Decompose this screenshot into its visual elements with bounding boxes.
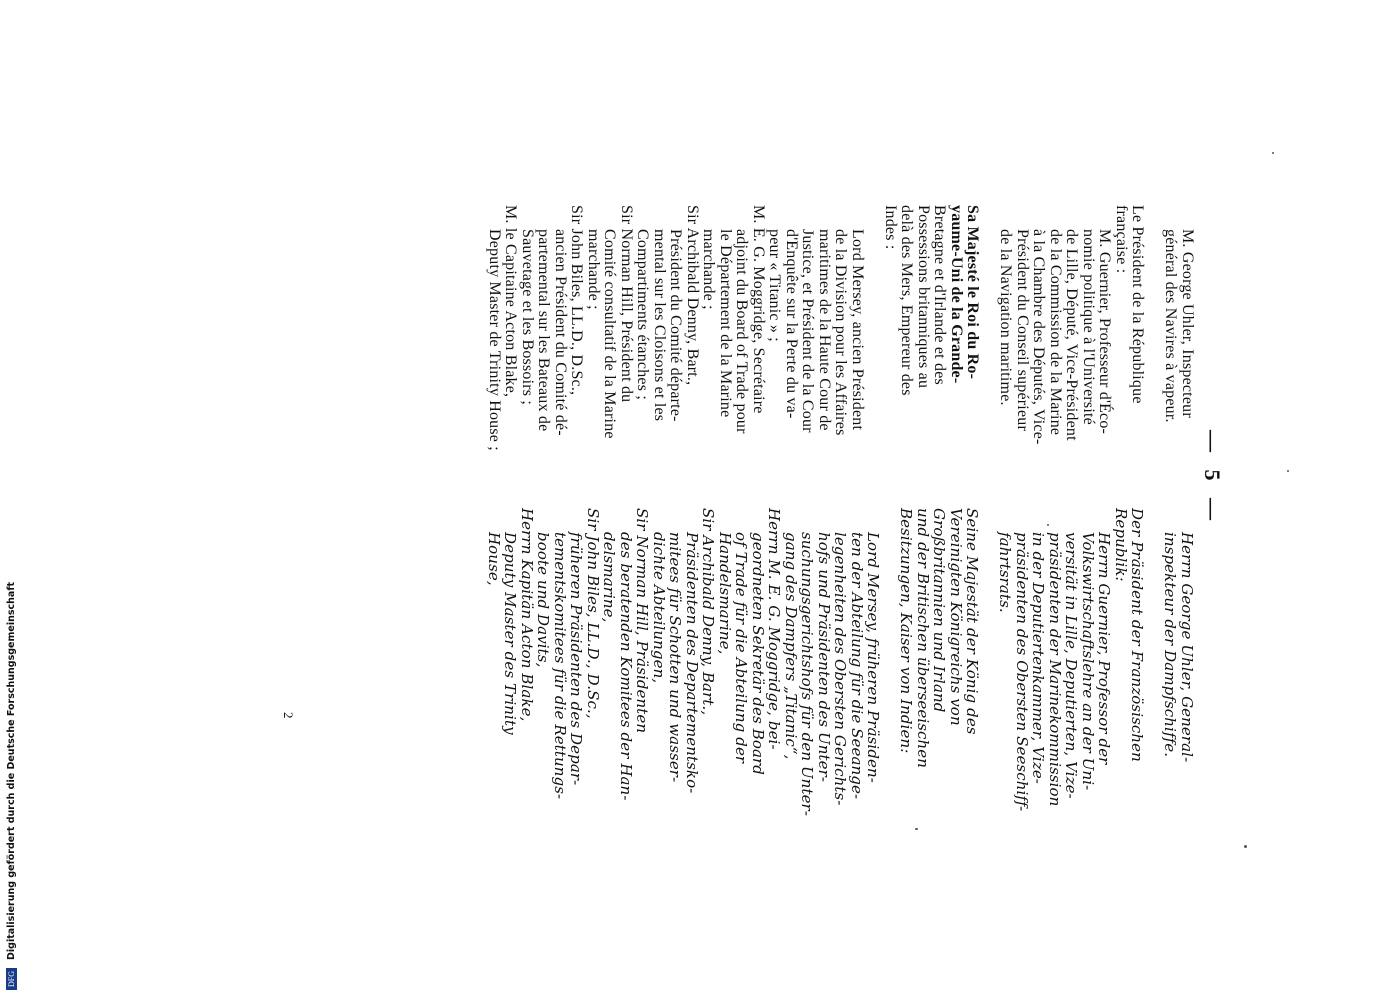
german-text-line: Präsidenten des Departementsko- (683, 532, 701, 794)
german-text-line: geordneten Sekretär des Board (749, 532, 767, 775)
german-text-line: präsidenten des Obersten Seeschiff- (1013, 532, 1031, 812)
french-text-line: Président du Conseil supérieur (1014, 229, 1031, 431)
german-text-line: präsidenten der Marinekommission (1046, 532, 1064, 807)
german-text-line: Sir Norman Hill, Präsidenten (633, 508, 652, 734)
german-text-line: Sir John Biles, LL.D., D.Sc., (584, 508, 602, 719)
german-text-line (1146, 508, 1163, 816)
french-text-line: Deputy Master de Trinity House ; (486, 229, 503, 451)
german-text-line: Großbritannien und Irland (930, 508, 949, 713)
german-text-line: Besitzungen, Kaiser von Indien: (897, 508, 916, 754)
french-text-line: Lord Mersey, ancien Président (849, 229, 866, 431)
french-text-line: de la Commission de la Marine (1047, 229, 1064, 436)
german-text-line: of Trade für die Abteilung der (732, 532, 751, 764)
french-text-line: Compartiments étanches ; (634, 229, 652, 400)
french-text-line: maritimes de la Haute Cour de (816, 229, 833, 431)
digitization-note: Digitalisierung gefördert durch die Deutsche Forschungsgemeinschaft (6, 582, 17, 960)
french-text-line: peur « Titanic » ; (766, 229, 784, 342)
french-text-line: M. George Uhler, Inspecteur (1179, 229, 1196, 418)
french-text-line: française : (1113, 205, 1130, 274)
scan-speck (1272, 152, 1274, 154)
french-text-line: Justice, et Président de la Cour (799, 229, 817, 433)
french-text-line: Possessions britanniques au (915, 205, 932, 389)
german-text-line: Seine Majestät der König des (963, 508, 982, 735)
french-column (486, 205, 1196, 451)
german-text-line: legenheiten des Obersten Gerichts- (831, 532, 850, 806)
french-text-line: ancien Président du Comité dé- (552, 229, 569, 436)
french-text-line: adjoint du Board of Trade pour (733, 229, 751, 434)
german-text-line: Sir Archibald Denny, Bart., (699, 508, 718, 716)
german-text-line (981, 508, 998, 816)
german-text-line: Deputy Master des Trinity (501, 532, 520, 735)
german-column (486, 508, 1196, 816)
scan-speck (915, 828, 918, 830)
french-text-line: marchande ; (585, 229, 602, 310)
signature-mark: 2 (281, 712, 296, 719)
french-text-line: M. le Capitaine Acton Blake, (502, 205, 520, 398)
german-text-line: suchungsgerichtshofs für den Unter- (798, 532, 817, 816)
german-text-line: und der Britischen überseeischen (914, 508, 932, 769)
french-text-line: à la Chambre des Députés, Vice- (1030, 229, 1048, 445)
german-text-line: mitees für Schotten und wasser- (666, 532, 685, 783)
french-text-line: Le Président de la République (1129, 205, 1147, 404)
german-text-line: Handelsmarine, (716, 532, 734, 655)
german-text-line: fahrtsrats. (996, 532, 1015, 613)
french-text-line: partemental sur les Bateaux de (535, 229, 553, 432)
german-text-line: House, (485, 532, 503, 586)
german-text-line: inspekteur der Dampfschiffe. (1161, 532, 1180, 758)
german-text-line: Herrn Guernier, Professor der (1095, 532, 1114, 765)
french-text-line: de la Division pour les Affaires (832, 229, 850, 436)
german-text-line: gang des Dampfers „Titanic“, (782, 532, 800, 760)
french-text-line: de Lille, Député, Vice-Président (1063, 229, 1081, 441)
french-text-line: Sauvetage et les Bossoirs ; (519, 229, 536, 406)
scan-speck (1287, 470, 1289, 472)
german-text-line: des beratenden Komitees der Han- (617, 532, 635, 801)
french-text-line: le Département de la Marine (717, 229, 734, 418)
german-text-line: dichte Abteilungen, (650, 532, 668, 684)
french-text-line (1146, 205, 1163, 451)
german-text-line: ten der Abteilung für die Seeange- (848, 532, 866, 800)
french-text-line: Président du Comité départe- (667, 229, 685, 422)
french-text-line: mental sur les Cloisons et les (651, 229, 668, 422)
german-text-line: hofs und Präsidenten des Unter- (815, 532, 833, 783)
french-text-line: delà des Mers, Empereur des (898, 205, 916, 396)
german-text-line: Volkswirtschaftslehre an der Uni- (1079, 532, 1097, 791)
french-text-line: Comité consultatif de la Marine (601, 229, 619, 439)
french-text-line (981, 205, 998, 451)
german-text-line: delsmarine, (600, 532, 619, 623)
french-text-line: Bretagne et d'Irlande et des (931, 205, 949, 385)
german-text-line: Vereinigten Königreichs von (947, 508, 965, 726)
german-text-line: versität in Lille, Deputierten, Vize- (1062, 532, 1081, 799)
french-text-line: Sa Majesté le Roi du Ro- (964, 205, 982, 380)
french-text-line: Sir Archibald Denny, Bart., (684, 205, 701, 386)
german-text-line (882, 508, 899, 816)
french-text-line: M. Guernier, Professeur d'Éco- (1096, 229, 1114, 435)
french-text-line: de la Navigation maritime. (997, 229, 1015, 406)
scan-speck (1047, 524, 1049, 526)
page-number: — 5 — (1200, 430, 1225, 526)
german-text-line: Herrn Kapitän Acton Blake, (518, 508, 536, 722)
french-text-line: général des Navires à vapeur. (1162, 229, 1180, 423)
french-text-line: Sir Norman Hill, Président du (618, 205, 635, 403)
french-text-line: nomie politique à l'Université (1080, 229, 1097, 425)
french-text-line: M. E. G. Moggridge, Secrétaire (750, 205, 767, 414)
german-text-line: Herrn M. E. G. Moggridge, bei- (765, 508, 784, 750)
german-text-line: früheren Präsidenten des Depar- (567, 532, 586, 786)
german-text-line: Herrn George Uhler, General- (1178, 532, 1196, 763)
dfg-logo: DFG (6, 968, 17, 990)
german-text-line: Republik: (1112, 508, 1130, 582)
french-text-line: Sir John Biles, LL.D., D.Sc., (568, 205, 586, 396)
french-text-line: marchande ; (700, 229, 718, 310)
scan-speck (1244, 845, 1247, 848)
digitization-sidebar (1, 582, 19, 990)
german-text-line: Lord Mersey, früheren Präsiden- (864, 532, 883, 783)
french-text-line (865, 205, 882, 451)
german-text-line: in der Deputiertenkammer, Vize- (1029, 532, 1048, 784)
german-text-line: tementskomitees für die Rettungs- (551, 532, 569, 800)
german-text-line: Der Präsident der Französischen (1128, 508, 1147, 762)
french-text-line: yaume-Uni de la Grande- (948, 205, 965, 384)
french-text-line: Indes : (882, 205, 899, 250)
german-text-line: boote und Davits, (534, 532, 553, 668)
french-text-line: d'Enquête sur la Perte du va- (783, 229, 800, 419)
